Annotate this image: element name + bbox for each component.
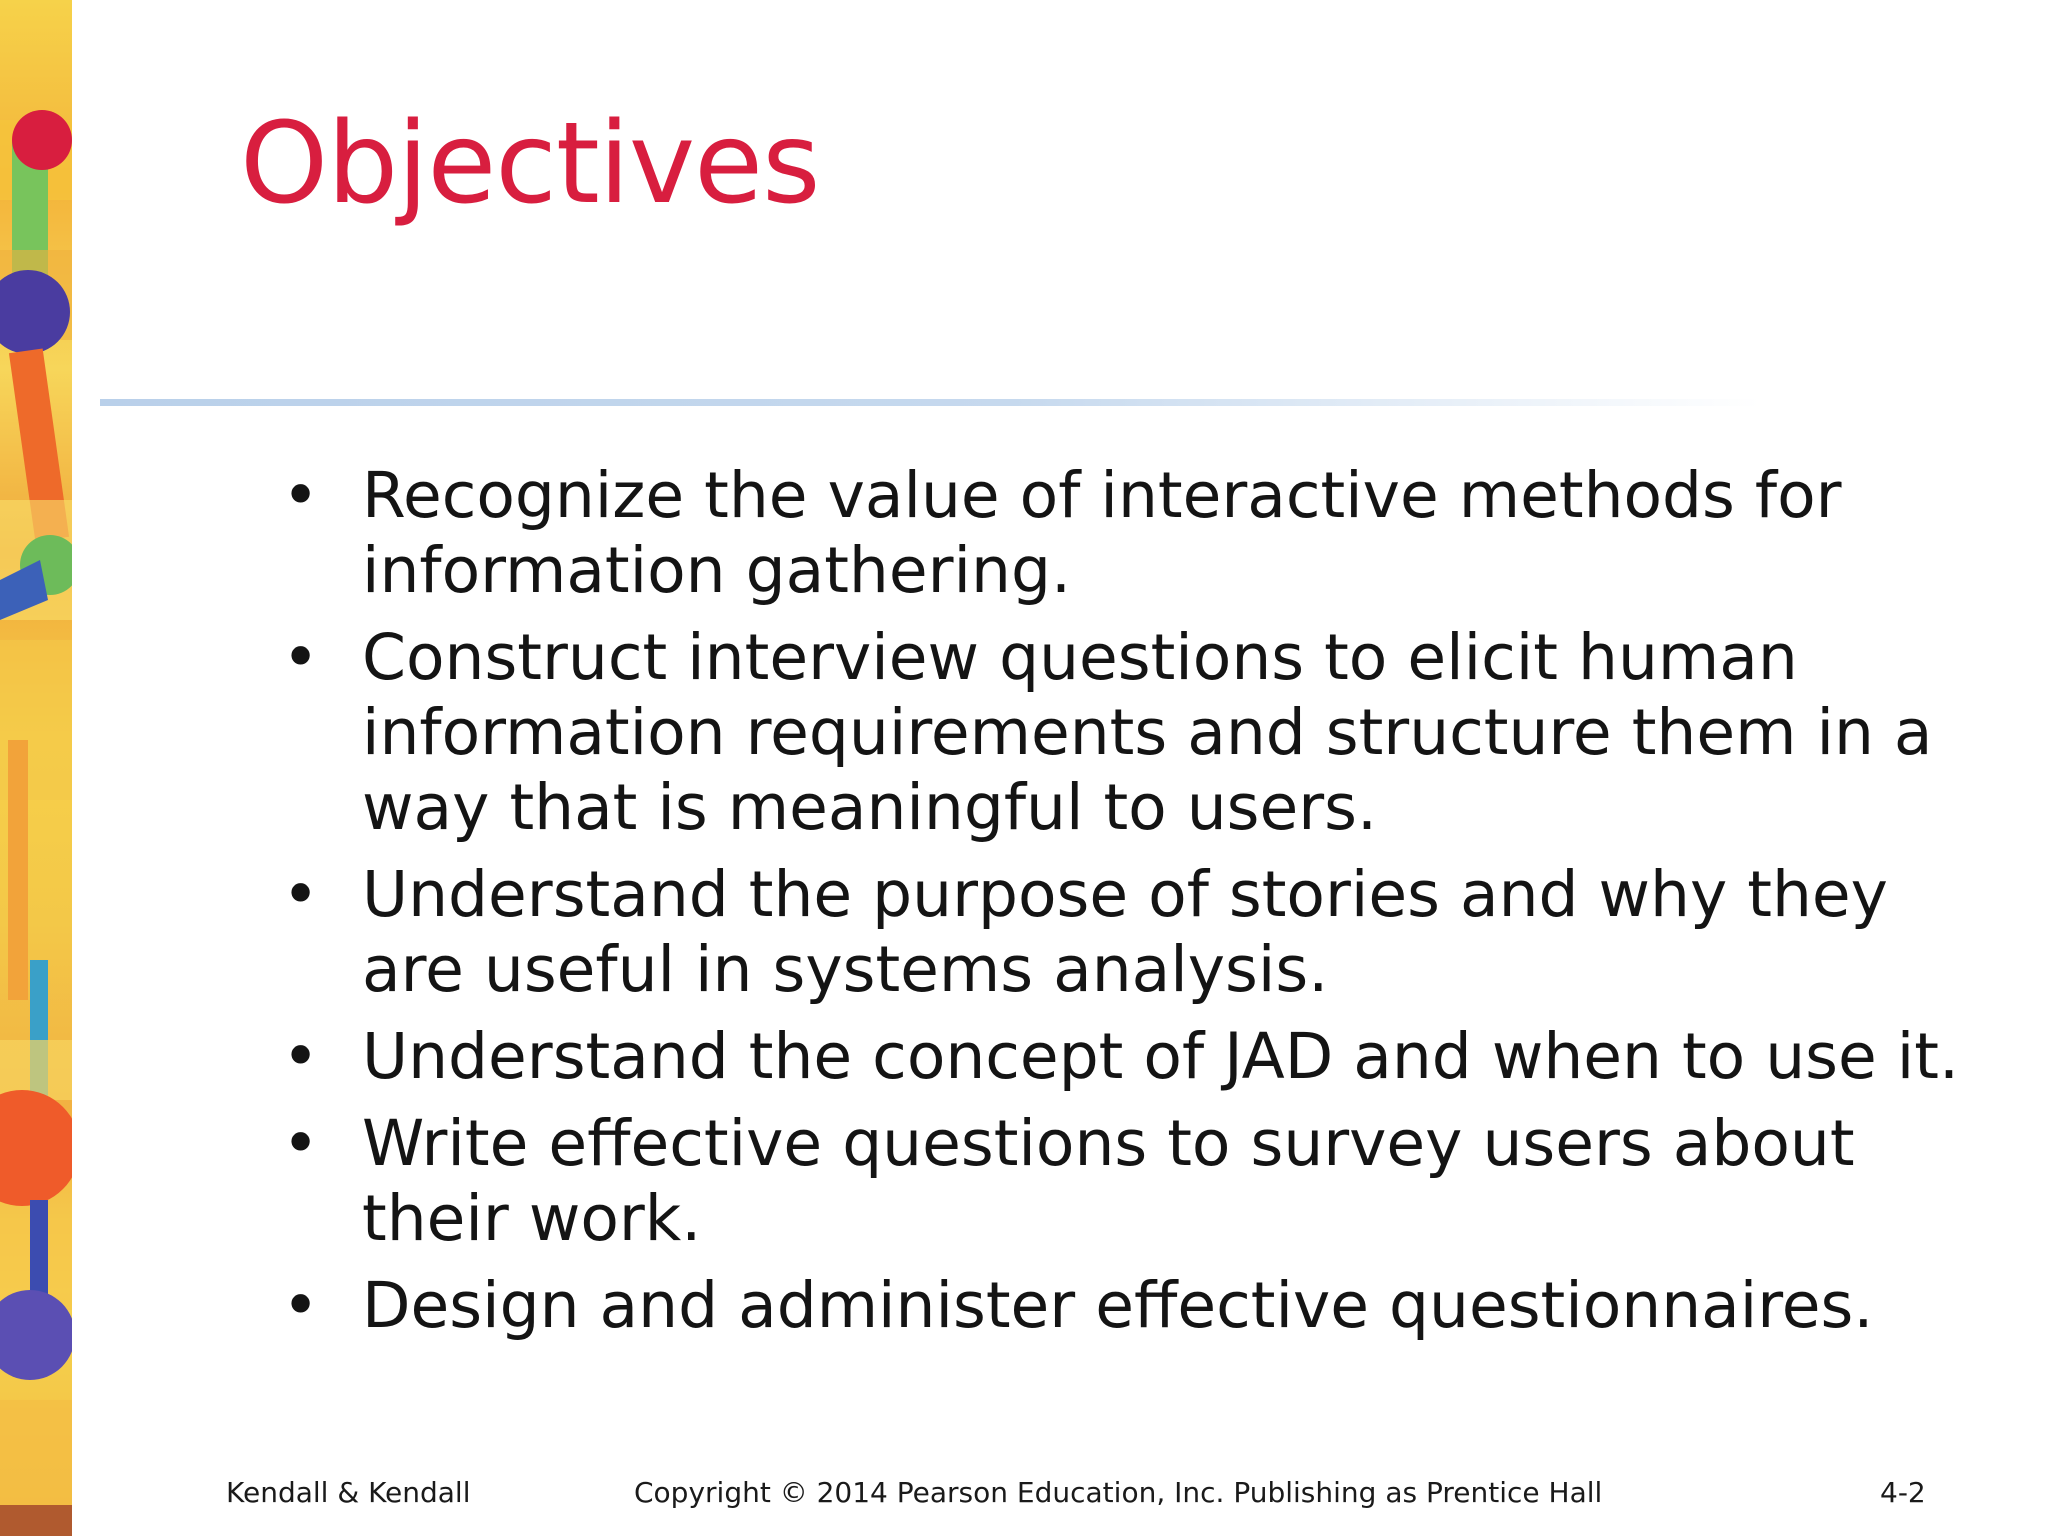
bullet-icon: • [282,1020,320,1093]
footer-authors: Kendall & Kendall [226,1476,471,1509]
objective-text: Understand the purpose of stories and why they are useful in systems analysis. [362,858,1888,1006]
objective-text: Write effective questions to survey users about their work. [362,1107,1855,1255]
list-item [280,1268,1980,1343]
bullet-icon: • [282,459,320,532]
decorative-side-graphic [0,0,72,1536]
objective-text: Understand the concept of JAD and when to use it. [362,1020,1960,1093]
abstract-art-graphic [0,0,72,1536]
list-item [280,1019,1980,1094]
objective-text: Recognize the value of interactive methods for information gathering. [362,459,1842,607]
objective-text: Design and administer effective questionnaires. [362,1269,1874,1342]
list-item [280,857,1980,1007]
bullet-icon: • [282,858,320,931]
list-item [280,458,1980,608]
title-divider [100,399,1760,406]
objectives-list [280,458,1980,1355]
bullet-icon: • [282,1107,320,1180]
list-item [280,620,1980,845]
footer-copyright: Copyright © 2014 Pearson Education, Inc. Publishing as Prentice Hall [634,1476,1603,1509]
objective-text: Construct interview questions to elicit human information requirements and structure them in a way that is meaningful to users. [362,621,1933,844]
bullet-icon: • [282,1269,320,1342]
list-item [280,1106,1980,1256]
slide-number: 4-2 [1880,1476,1926,1509]
bullet-icon: • [282,621,320,694]
slide-title: Objectives [240,99,820,229]
